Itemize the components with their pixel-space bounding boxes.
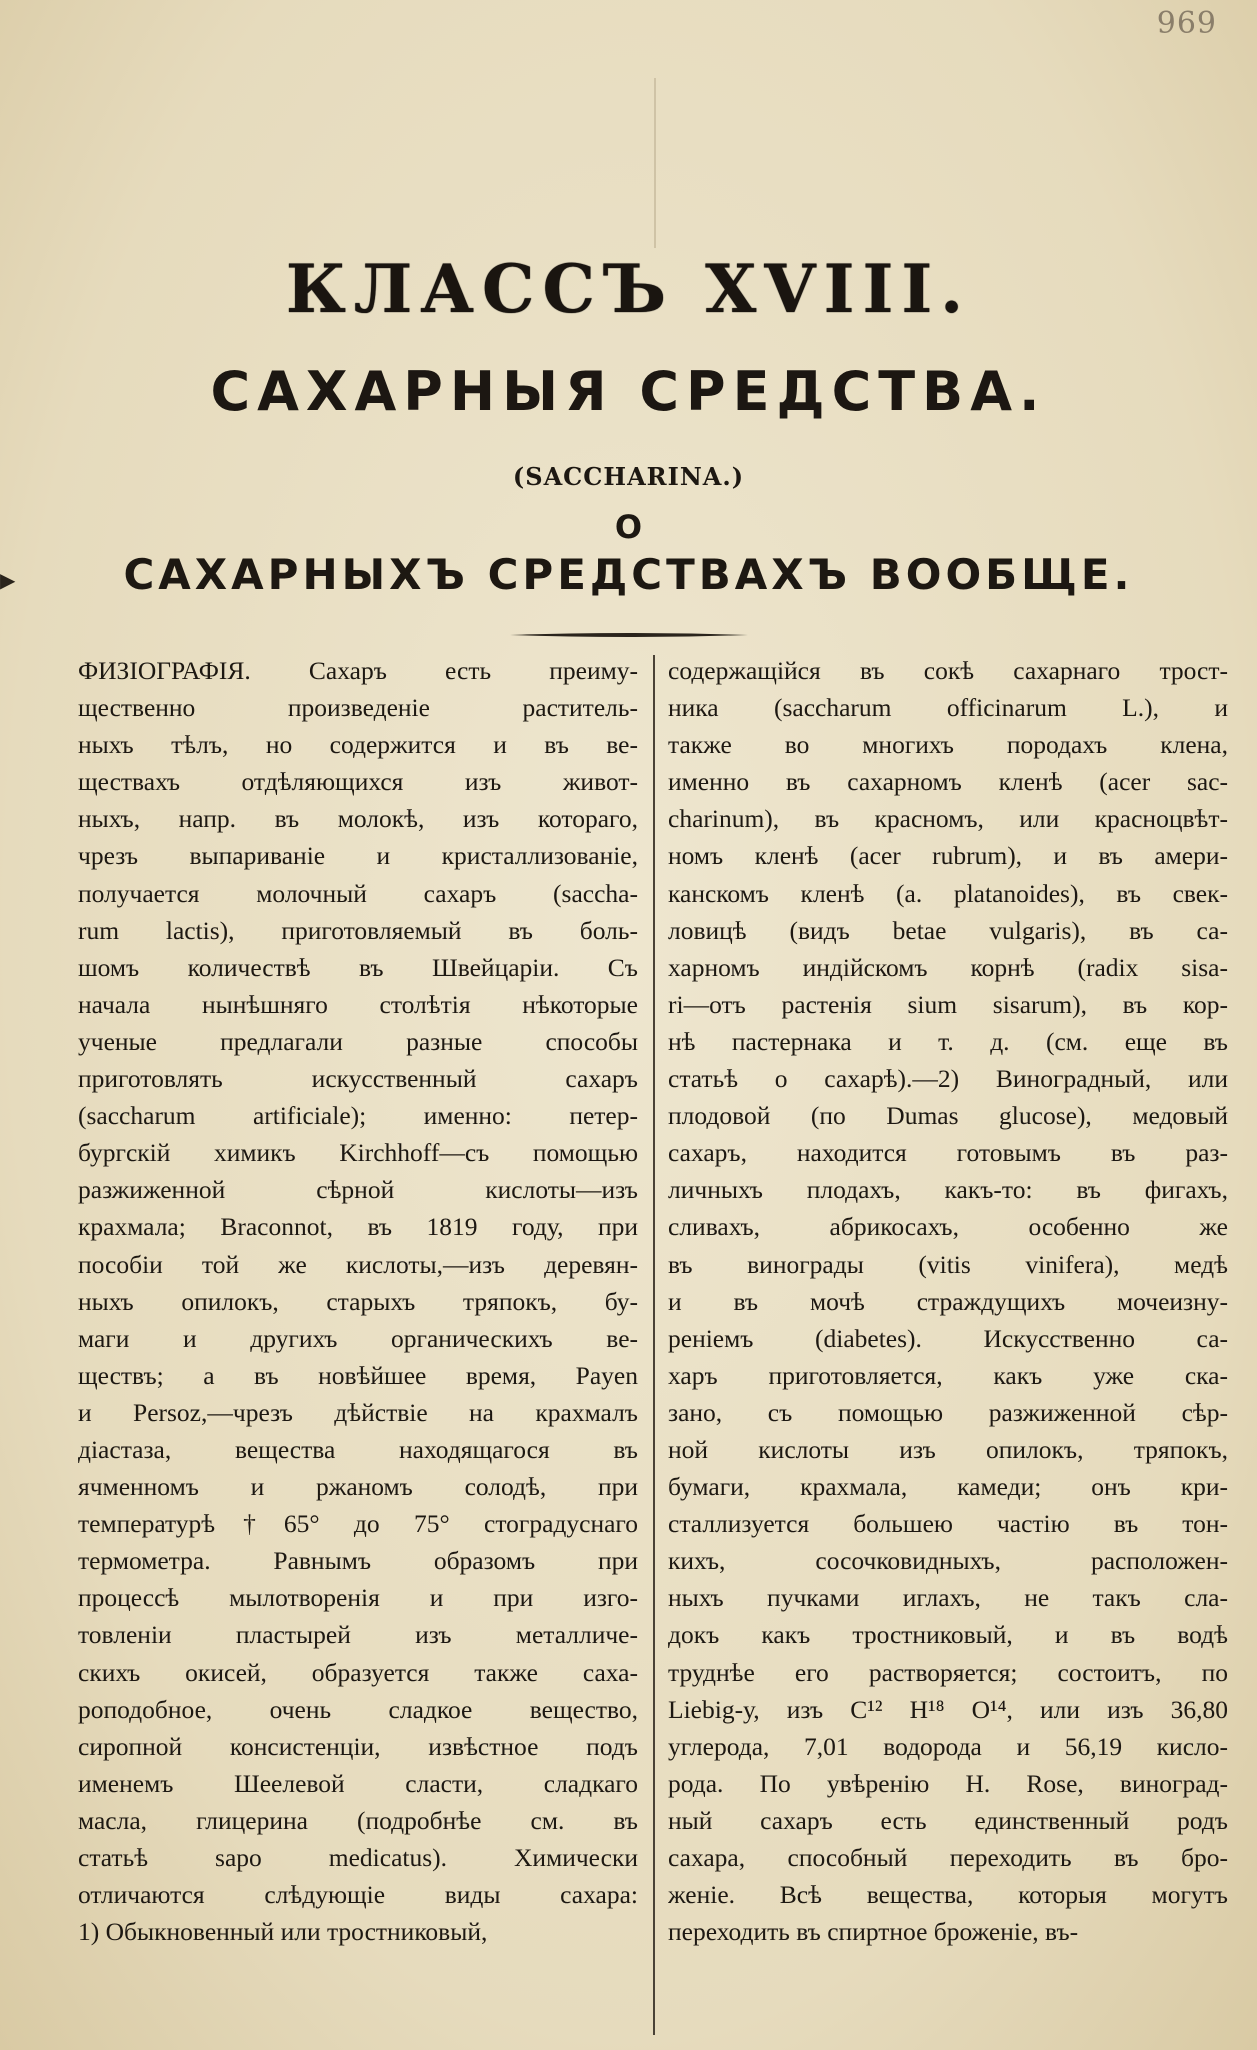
text-line: ный сахаръ есть единственный родъ (668, 1805, 1228, 1835)
text-line: рода. По увѣренію H. Rose, виноград- (668, 1768, 1228, 1798)
preposition-o: О (614, 508, 643, 546)
text-line: и въ мочѣ страждущихъ мочеизну- (668, 1286, 1228, 1316)
text-line: крахмала; Braconnot, въ 1819 году, при (78, 1212, 638, 1242)
text-line: статьѣ о сахарѣ).—2) Виноградный, или (668, 1064, 1228, 1094)
text-line: 1) Обыкновенный или тростниковый, (78, 1917, 488, 1947)
text-line: товленіи пластырей изъ металличе- (78, 1620, 638, 1650)
text-line: ФИЗІОГРАФІЯ. Сахаръ есть преиму- (78, 656, 638, 685)
text-line: докъ какъ тростниковый, и въ водѣ (668, 1620, 1228, 1650)
text-line: ученые предлагали разные способы (78, 1026, 638, 1056)
text-line: сиропной консистенціи, извѣстное подъ (78, 1731, 638, 1761)
text-line: термометра. Равнымъ образомъ при (78, 1546, 638, 1576)
text-line: ныхъ тѣлъ, но содержится и въ ве- (78, 730, 638, 760)
right-column (668, 652, 1228, 1950)
faint-column-rule (654, 78, 656, 248)
text-line: реніемъ (diabetes). Искусственно са- (668, 1323, 1228, 1353)
text-line: канскомъ кленѣ (a. platanoides), въ свек- (668, 878, 1228, 908)
text-line: бумаги, крахмала, камеди; онъ кри- (668, 1472, 1228, 1502)
text-line: (saccharum artificiale); именно: петер- (78, 1101, 638, 1131)
left-column (78, 652, 638, 1950)
text-line: харномъ индійскомъ корнѣ (radix sisa- (668, 952, 1228, 982)
text-line: бургскій химикъ Kirchhoff—съ помощью (78, 1138, 638, 1168)
text-line: скихъ окисей, образуется также саха- (78, 1657, 638, 1687)
text-line: переходить въ спиртное броженіе, въ- (668, 1917, 1079, 1947)
text-line: масла, глицерина (подробнѣе см. въ (78, 1805, 638, 1835)
text-line: нѣ пастернака и т. д. (см. еще въ (668, 1026, 1228, 1056)
text-line: и Persoz,—чрезъ дѣйствіе на крахмалъ (78, 1397, 638, 1427)
margin-arrow-icon: ▶ (0, 568, 16, 592)
text-line: ной кислоты изъ опилокъ, тряпокъ, (668, 1434, 1228, 1464)
text-line: труднѣе его растворяется; состоитъ, по (668, 1657, 1228, 1687)
main-title: САХАРНЫЯ СРЕДСТВА. (210, 360, 1047, 423)
text-line: въ винограды (vitis vinifera), медѣ (668, 1249, 1228, 1279)
text-line: углерода, 7,01 водорода и 56,19 кисло- (668, 1731, 1228, 1761)
text-line: Liebig-у, изъ C¹² H¹⁸ O¹⁴, или изъ 36,80 (668, 1694, 1228, 1724)
text-line: ныхъ опилокъ, старыхъ тряпокъ, бу- (78, 1286, 638, 1316)
text-line: ществъ; а въ новѣйшее время, Payen (78, 1360, 638, 1390)
text-line: ныхъ, напр. въ молокѣ, изъ котораго, (78, 804, 638, 834)
text-line: роподобное, очень сладкое вещество, (78, 1694, 638, 1724)
column-divider (653, 655, 655, 2035)
text-line: женіе. Всѣ вещества, которыя могутъ (668, 1880, 1228, 1910)
text-line: ныхъ пучками иглахъ, не такъ сла- (668, 1583, 1228, 1613)
text-line: шомъ количествѣ въ Швейцаріи. Съ (78, 952, 638, 982)
text-line: начала нынѣшняго столѣтія нѣкоторые (78, 989, 638, 1019)
text-line: чрезъ выпариваніе и кристаллизованіе, (78, 841, 638, 871)
section-subtitle: САХАРНЫХЪ СРЕДСТВАХЪ ВООБЩЕ. (123, 550, 1134, 599)
text-line: ловицѣ (видъ betae vulgaris), въ са- (668, 915, 1228, 945)
page-number: 969 (1156, 6, 1217, 41)
text-line: сталлизуется большею частію въ тон- (668, 1509, 1228, 1539)
text-line: разжиженной сѣрной кислоты—изъ (78, 1175, 638, 1205)
text-line: содержащійся въ сокѣ сахарнаго трост- (668, 656, 1228, 685)
text-line: статьѣ sapo medicatus). Химически (78, 1843, 638, 1872)
text-line: плодовой (по Dumas glucose), медовый (668, 1101, 1228, 1131)
text-line: получается молочный сахаръ (saccha- (78, 878, 638, 908)
text-line: именно въ сахарномъ кленѣ (acer sac- (668, 767, 1228, 797)
text-line: маги и другихъ органическихъ ве- (78, 1323, 638, 1353)
text-line: личныхъ плодахъ, какъ-то: въ фигахъ, (668, 1175, 1228, 1205)
text-line: ществахъ отдѣляющихся изъ живот- (78, 767, 638, 797)
text-line: сливахъ, абрикосахъ, особенно же (668, 1212, 1228, 1242)
text-line: именемъ Шеелевой сласти, сладкаго (78, 1768, 638, 1798)
text-line: также во многихъ породахъ клена, (668, 730, 1228, 760)
text-line: приготовлять искусственный сахаръ (78, 1064, 638, 1094)
text-line: пособіи той же кислоты,—изъ деревян- (78, 1249, 638, 1279)
text-line: щественно произведеніе раститель- (78, 693, 638, 723)
latin-title: (SACCHARINA.) (512, 462, 745, 491)
text-line: номъ кленѣ (acer rubrum), и въ амери- (668, 841, 1228, 871)
class-heading: КЛАССЪ XVIII. (285, 250, 972, 328)
text-line: діастаза, вещества находящагося въ (78, 1434, 638, 1464)
text-line: rum lactis), приготовляемый въ боль- (78, 915, 638, 945)
text-line: харъ приготовляется, какъ уже ска- (668, 1360, 1228, 1390)
text-line: charinum), въ красномъ, или красноцвѣт- (668, 804, 1228, 834)
text-line: процессѣ мылотворенія и при изго- (78, 1583, 638, 1613)
text-line: зано, съ помощью разжиженной сѣр- (668, 1397, 1228, 1427)
ornament-rule-icon (510, 632, 748, 638)
text-line: ri—отъ растенія sium sisarum), въ кор- (668, 989, 1228, 1019)
text-line: кихъ, сосочковидныхъ, расположен- (668, 1546, 1228, 1576)
text-line: сахаръ, находится готовымъ въ раз- (668, 1138, 1228, 1168)
text-line: температурѣ†65° до 75° стоградуснаго (78, 1509, 638, 1539)
text-line: ника (saccharum officinarum L.), и (668, 693, 1228, 723)
text-line: ячменномъ и ржаномъ солодѣ, при (78, 1472, 638, 1502)
text-line: сахара, способный переходить въ бро- (668, 1843, 1228, 1872)
text-line: отличаются слѣдующіе виды сахара: (78, 1880, 638, 1910)
